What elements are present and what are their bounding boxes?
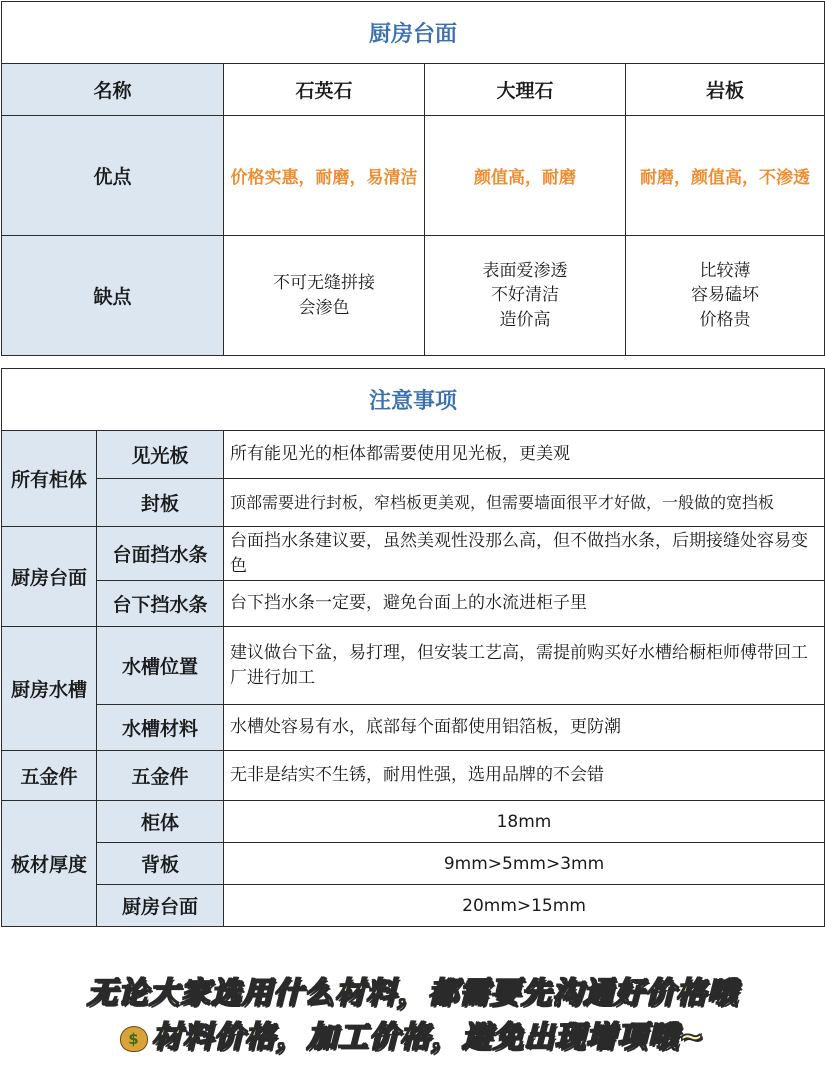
caption-text: 材料价格，加工价格，避免出现增项哦~: [151, 1020, 706, 1055]
item-label: 台下挡水条: [97, 581, 224, 627]
cons-quartz: [224, 236, 425, 356]
cons-line: 造价高: [499, 309, 551, 330]
item-label: 水槽材料: [97, 705, 224, 751]
group-label: 五金件: [2, 751, 97, 801]
cons-line: 不可无缝拼接: [273, 272, 375, 293]
header-name: 名称: [2, 64, 224, 116]
item-label: 厨房台面: [97, 885, 224, 927]
cons-label: 缺点: [2, 236, 224, 356]
item-desc: 顶部需要进行封板，窄档板更美观，但需要墙面很平才好做，一般做的宽挡板: [224, 479, 825, 527]
header-marble: 大理石: [425, 64, 626, 116]
pros-slate: 耐磨，颜值高，不渗透: [626, 116, 825, 236]
item-desc: 建议做台下盆，易打理，但安装工艺高，需提前购买好水槽给橱柜师傅带回工厂进行加工: [224, 627, 825, 705]
cons-line: 会渗色: [298, 297, 350, 318]
pros-label: 优点: [2, 116, 224, 236]
caption-line-2: [0, 1012, 825, 1056]
item-desc: 所有能见光的柜体都需要使用见光板，更美观: [224, 431, 825, 479]
cons-slate: [626, 236, 825, 356]
item-label: 见光板: [97, 431, 224, 479]
item-desc: 台下挡水条一定要，避免台面上的水流进柜子里: [224, 581, 825, 627]
item-desc: 9mm>5mm>3mm: [224, 843, 825, 885]
item-label: 柜体: [97, 801, 224, 843]
caption-line-1: 无论大家选用什么材料，都需要先沟通好价格哦: [87, 976, 738, 1011]
cons-line: 容易磕坏: [691, 285, 759, 306]
cons-line: 比较薄: [699, 260, 751, 281]
item-label: 封板: [97, 479, 224, 527]
item-label: 五金件: [97, 751, 224, 801]
pros-marble: 颜值高，耐磨: [425, 116, 626, 236]
countertop-table: [1, 1, 825, 356]
pros-quartz: 价格实惠，耐磨，易清洁: [224, 116, 425, 236]
cons-line: 价格贵: [699, 309, 751, 330]
table-title: 注意事项: [2, 369, 825, 431]
group-label: 厨房台面: [2, 527, 97, 627]
item-label: 背板: [97, 843, 224, 885]
cons-line: 不好清洁: [491, 285, 559, 306]
cons-marble: [425, 236, 626, 356]
item-desc: 20mm>15mm: [224, 885, 825, 927]
table-title: 厨房台面: [2, 2, 825, 64]
cons-line: 表面爱渗透: [482, 260, 568, 281]
header-quartz: 石英石: [224, 64, 425, 116]
item-desc: 水槽处容易有水，底部每个面都使用铝箔板，更防潮: [224, 705, 825, 751]
item-label: 水槽位置: [97, 627, 224, 705]
money-bag-icon: $: [120, 1026, 148, 1052]
notes-table: [1, 368, 825, 927]
group-label: 所有柜体: [2, 431, 97, 527]
item-desc: 台面挡水条建议要，虽然美观性没那么高，但不做挡水条，后期接缝处容易变色: [224, 527, 825, 581]
item-desc: 18mm: [224, 801, 825, 843]
header-slate: 岩板: [626, 64, 825, 116]
item-label: 台面挡水条: [97, 527, 224, 581]
group-label: 板材厚度: [2, 801, 97, 927]
group-label: 厨房水槽: [2, 627, 97, 751]
item-desc: 无非是结实不生锈，耐用性强，选用品牌的不会错: [224, 751, 825, 801]
